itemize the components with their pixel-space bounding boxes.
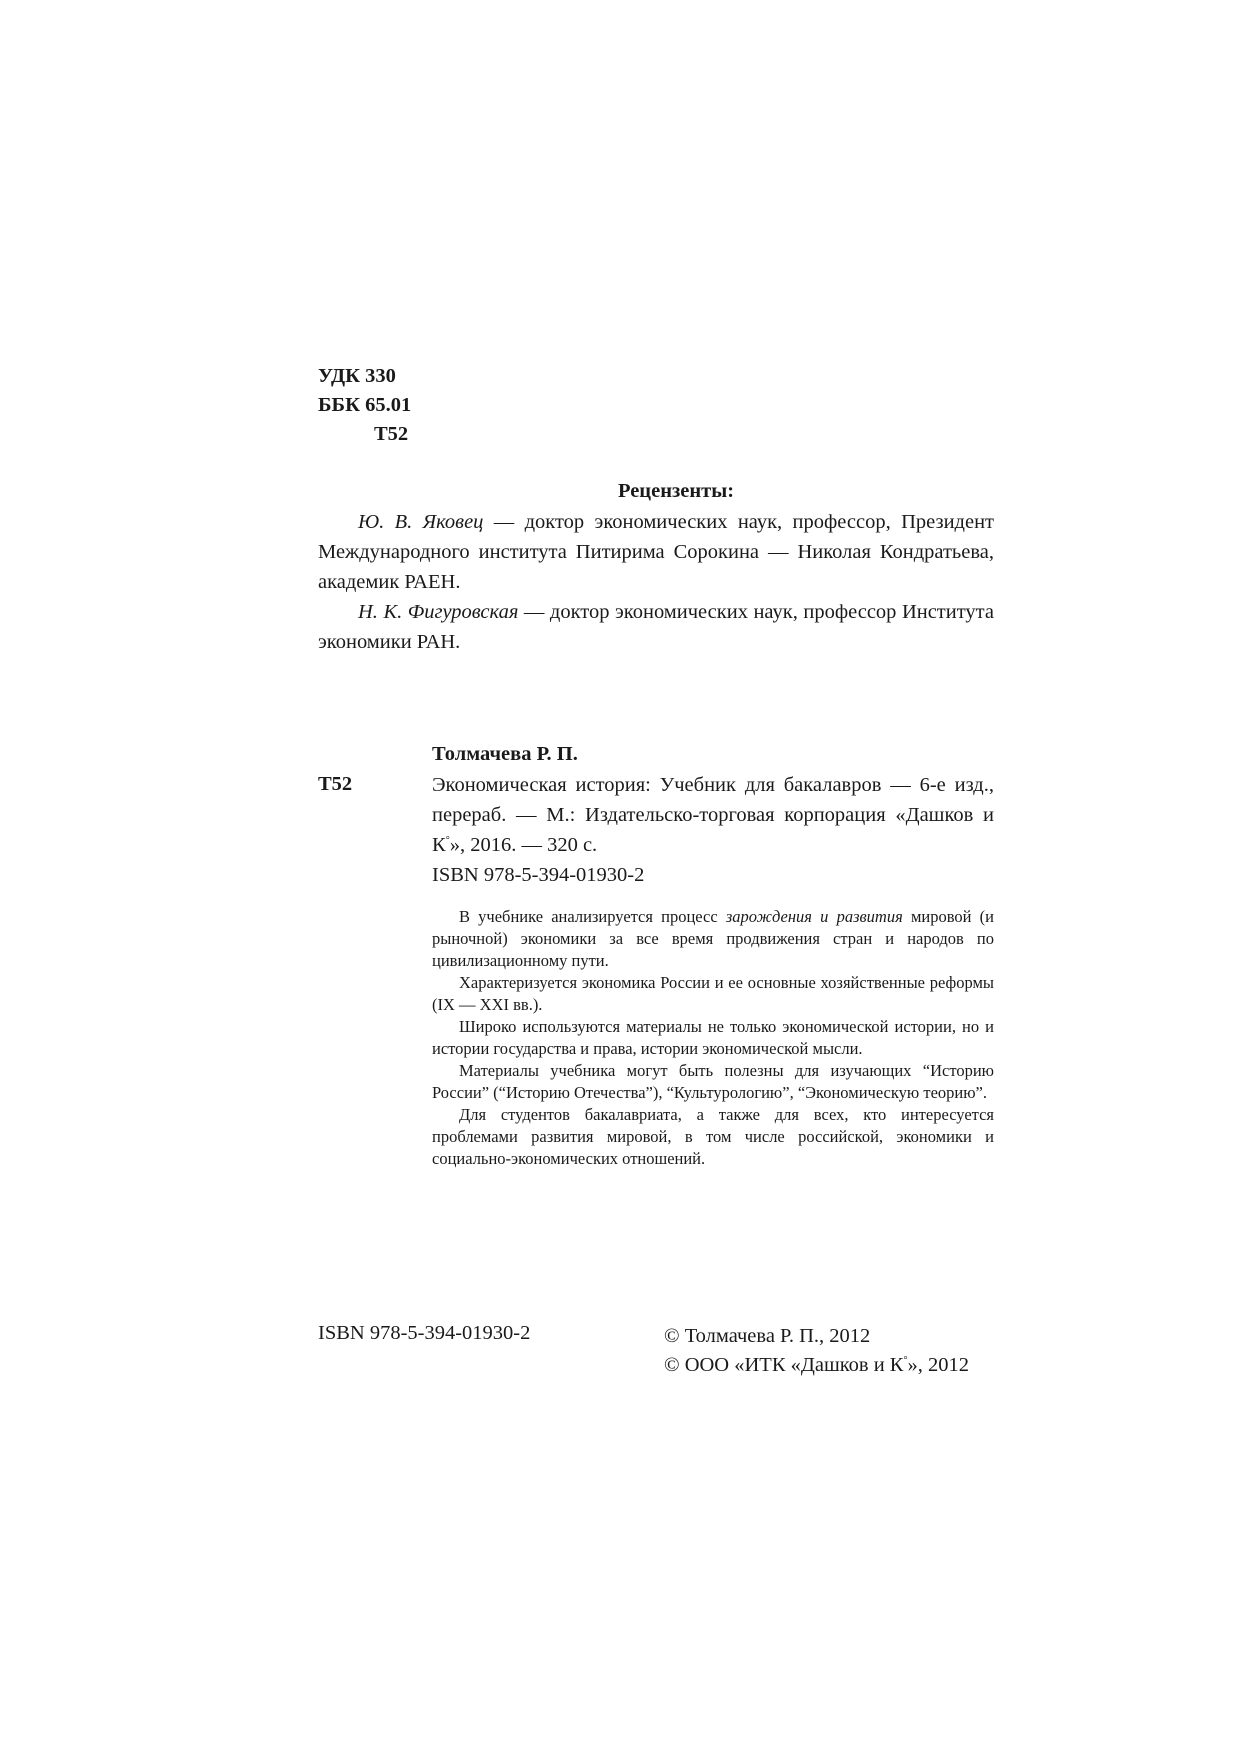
entry-author: Толмачева Р. П. [432,743,578,765]
abstract-paragraph-2: Характеризуется экономика России и ее основные хозяйственные реформы (IX — XXI вв.). [432,973,994,1014]
entry-code: Т52 [318,773,353,795]
entry-desc-tail: », 2016. — 320 с. [449,834,598,856]
entry-description [432,770,994,860]
abstract-paragraph-4: Материалы учебника могут быть полезны для изучающих “Историю России” (“Историю Отечества”), “Культурологию”, “Экономическую теорию”. [432,1061,994,1102]
abstract-p1-end: мировой (и рыночной) экономики за все время продвижения стран и народов по цивилизационному пути. [432,907,994,970]
classification-codes [318,362,411,449]
abstract-p1-emphasis: зарождения и развития [725,907,903,926]
reviewers-heading: Рецензенты: [617,480,735,502]
copyright-publisher-main: © ООО «ИТК «Дашков и К [664,1354,904,1376]
abstract-p1-start: В учебнике анализируется процесс [459,907,726,926]
abstract-paragraph-3: Широко используются материалы не только экономической истории, но и истории государства и права, истории экономической мысли. [432,1017,994,1058]
entry-isbn: ISBN 978-5-394-01930-2 [432,864,645,886]
reviewer-1-text: — доктор экономических наук, профессор, Президент Международного института Питирима Сорокина — Николая Кондратьева, академик РАЕН. [318,511,994,593]
reviewer-2 [318,597,994,657]
bbk-code: ББК 65.01 [318,394,412,416]
entry-desc-main: Экономическая история: Учебник для бакалавров — 6-е изд., перераб. — М.: Издательско-торговая корпорация «Дашков и К [432,774,994,856]
reviewer-2-name: Н. К. Фигуровская [358,601,519,623]
abstract [432,906,994,1170]
abstract-paragraph-5: Для студентов бакалавриата, а также для всех, кто интересуется проблемами развития мировой, в том числе российской, экономики и социально-экономических отношений. [432,1105,994,1168]
copyright-publisher-sup: ° [903,1355,908,1366]
copyright-block [664,1322,969,1380]
copyright-publisher-tail: », 2012 [907,1354,969,1376]
reviewer-1-name: Ю. В. Яковец [358,511,484,533]
footer-isbn: ISBN 978-5-394-01930-2 [318,1322,531,1344]
copyright-publisher [664,1351,969,1380]
author-mark: Т52 [374,423,409,445]
reviewers-section [318,476,994,657]
copyright-author: © Толмачева Р. П., 2012 [664,1325,871,1347]
reviewer-1 [318,507,994,597]
reviewer-2-text: — доктор экономических наук, профессор Института экономики РАН. [318,601,994,653]
entry-desc-sup: ° [445,835,450,846]
udk-code: УДК 330 [318,365,396,387]
abstract-paragraph-1 [432,906,994,972]
